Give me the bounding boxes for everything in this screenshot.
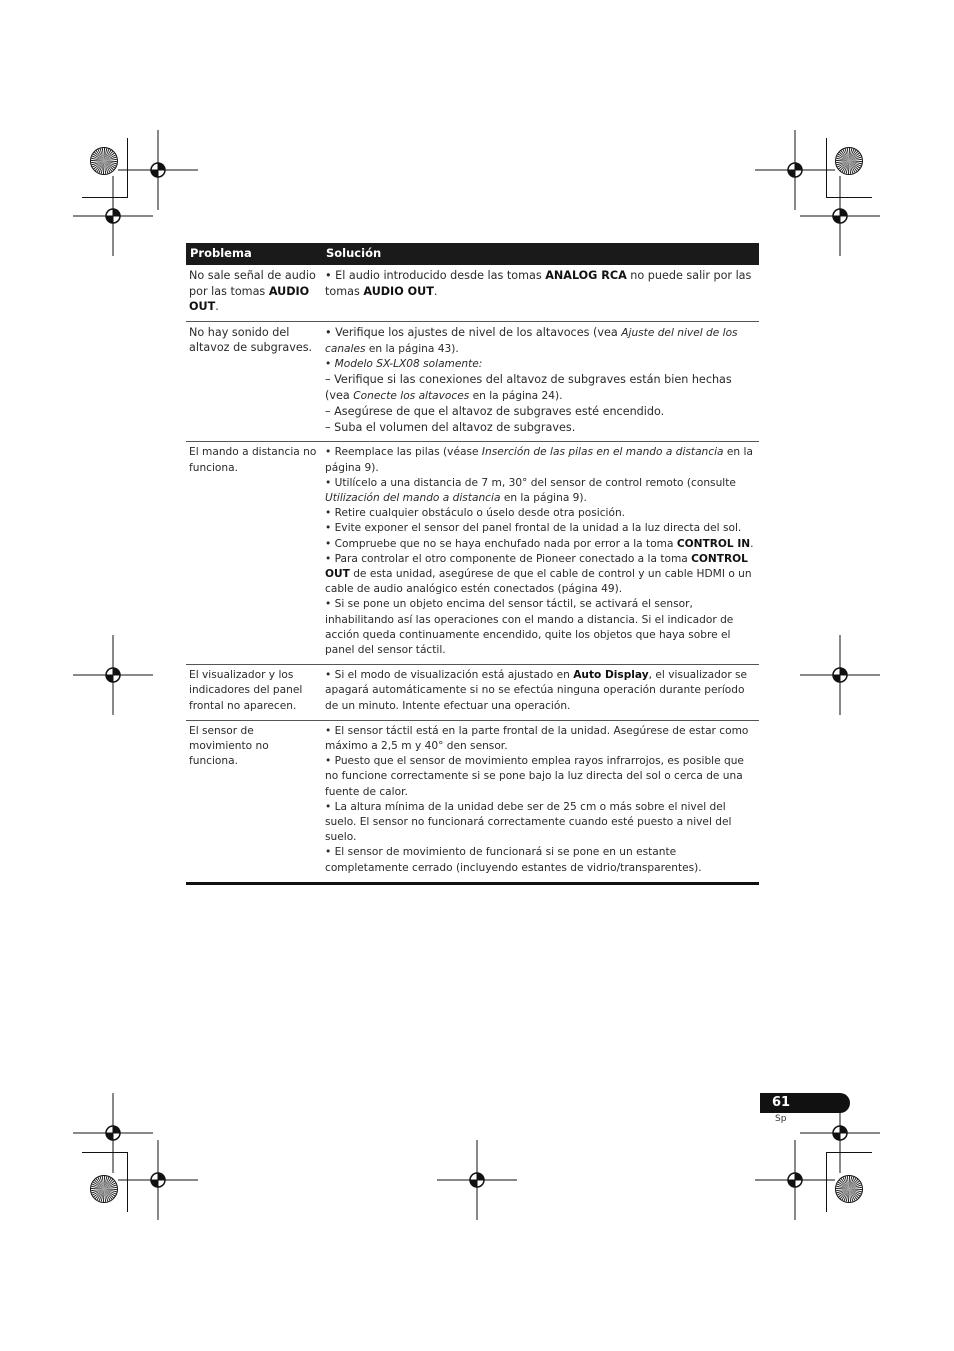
- registration-crosshair-icon: [800, 176, 880, 256]
- solution-line: – Suba el volumen del altavoz de subgraves.: [325, 420, 576, 434]
- table-row: [186, 265, 759, 321]
- color-target-icon: [835, 1175, 863, 1203]
- solution-line: • Puesto que el sensor de movimiento emplea rayos infrarrojos, es posible que no funcione correctamente si se pone bajo la luz directa del sol o cerca de una fuente de calor.: [325, 755, 744, 798]
- registration-crosshair-icon: [755, 1140, 835, 1220]
- registration-crosshair-icon: [437, 1140, 517, 1220]
- header-solution: Solución: [322, 243, 759, 265]
- solution-line: • La altura mínima de la unidad debe ser de 25 cm o más sobre el nivel del suelo. El sensor no funcionará correctamente cuando esté puesto a nivel del suelo.: [325, 800, 732, 844]
- solution-cell: [322, 665, 759, 721]
- table-row: [186, 321, 759, 442]
- solution-line: • Modelo SX-LX08 solamente:: [325, 358, 483, 371]
- solution-line: • Evite exponer el sensor del panel frontal de la unidad a la luz directa del sol.: [325, 522, 742, 535]
- solution-line: • Si el modo de visualización está ajustado en Auto Display, el visualizador se apagará automáticamente si no se efectúa ninguna operación durante período de un minuto. Intente efectuar una operación.: [325, 669, 748, 712]
- page-number: 61: [772, 1095, 791, 1110]
- table-header-row: [186, 243, 759, 265]
- solution-cell: [322, 442, 759, 665]
- solution-line: • Compruebe que no se haya enchufado nada por error a la toma CONTROL IN.: [325, 537, 754, 550]
- table-row: [186, 665, 759, 721]
- problem-cell: El mando a distancia no funciona.: [186, 442, 322, 665]
- problem-cell: El sensor de movimiento no funciona.: [186, 720, 322, 883]
- troubleshooting-table: [186, 243, 759, 885]
- color-target-icon: [90, 147, 118, 175]
- problem-cell: No hay sonido del altavoz de subgraves.: [186, 321, 322, 442]
- problem-cell: El visualizador y los indicadores del panel frontal no aparecen.: [186, 665, 322, 721]
- table-row: [186, 442, 759, 665]
- solution-line: • Utilícelo a una distancia de 7 m, 30° del sensor de control remoto (consulte Utilización del mando a distancia en la página 9).: [325, 476, 736, 504]
- solution-line: • El sensor táctil está en la parte frontal de la unidad. Asegúrese de estar como máximo a 2,5 m y 40° den sensor.: [325, 724, 749, 753]
- solution-cell: [322, 265, 759, 321]
- language-code: Sp: [775, 1114, 787, 1124]
- solution-line: – Asegúrese de que el altavoz de subgraves esté encendido.: [325, 405, 665, 419]
- registration-crosshair-icon: [73, 176, 153, 256]
- solution-line: • Si se pone un objeto encima del sensor táctil, se activará el sensor, inhabilitando así las operaciones con el mando a distancia. Si el indicador de acción queda continuamente encendido, quite los objetos que haya sobre el panel del sensor táctil.: [325, 598, 734, 657]
- solution-line: • Reemplace las pilas (véase Inserción de las pilas en el mando a distancia en la página 9).: [325, 446, 753, 474]
- solution-line: • Retire cualquier obstáculo o úselo desde otra posición.: [325, 507, 626, 520]
- solution-cell: [322, 720, 759, 883]
- solution-line: • Para controlar el otro componente de Pioneer conectado a la toma CONTROL OUT de esta unidad, asegúrese de que el cable de control y un cable HDMI o un cable de audio analógico estén conectados (página 49).: [325, 552, 752, 596]
- color-target-icon: [90, 1175, 118, 1203]
- solution-cell: [322, 321, 759, 442]
- registration-crosshair-icon: [118, 1140, 198, 1220]
- problem-cell: No sale señal de audio por las tomas AUDIO OUT.: [186, 265, 322, 321]
- solution-line: – Verifique si las conexiones del altavoz de subgraves están bien hechas (vea Conecte los altavoces en la página 24).: [325, 373, 732, 402]
- header-problem: Problema: [186, 243, 322, 265]
- registration-crosshair-icon: [73, 635, 153, 715]
- solution-line: • El audio introducido desde las tomas ANALOG RCA no puede salir por las tomas AUDIO OUT.: [325, 269, 752, 298]
- solution-line: • Verifique los ajustes de nivel de los altavoces (vea Ajuste del nivel de los canales en la página 43).: [325, 325, 738, 355]
- color-target-icon: [835, 147, 863, 175]
- registration-crosshair-icon: [800, 635, 880, 715]
- solution-line: • El sensor de movimiento de funcionará si se pone en un estante completamente cerrado (incluyendo estantes de vidrio/transparentes).: [325, 846, 702, 874]
- table-row: [186, 720, 759, 883]
